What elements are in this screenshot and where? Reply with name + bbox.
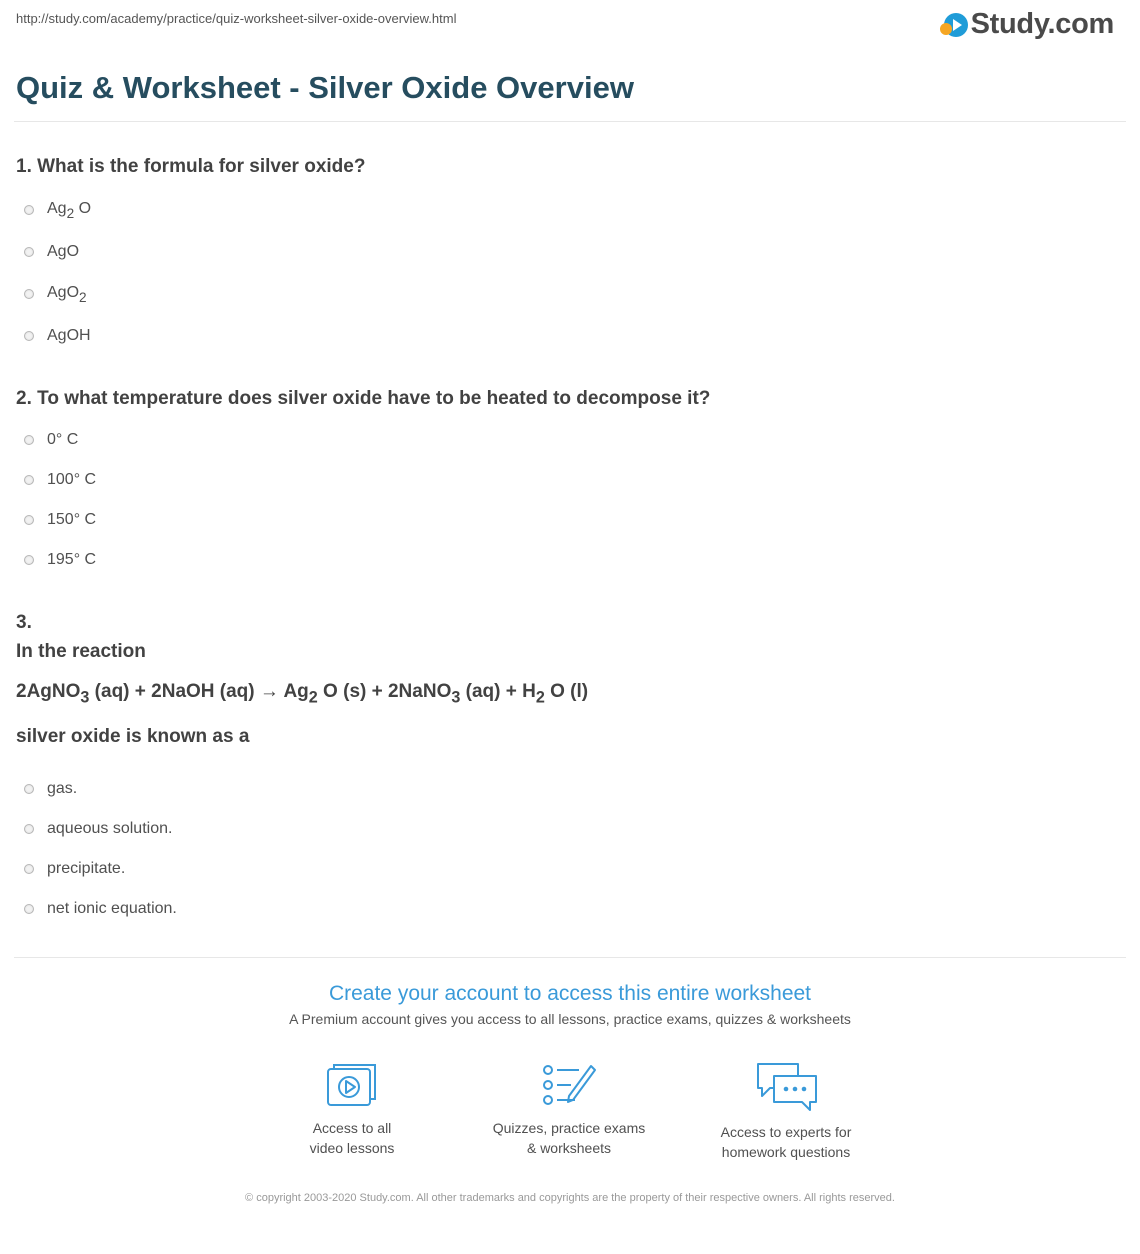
option-label: 195° C <box>47 551 97 568</box>
radio-button[interactable] <box>24 824 34 834</box>
radio-button[interactable] <box>24 331 34 341</box>
radio-button[interactable] <box>24 555 34 565</box>
feature-quizzes <box>469 1062 669 1158</box>
q1-option-3[interactable] <box>24 284 87 305</box>
feature-experts <box>686 1062 886 1162</box>
q1-option-1[interactable] <box>24 200 91 221</box>
url-bar[interactable]: http://study.com/academy/practice/quiz-worksheet-silver-oxide-overview.html <box>16 11 457 26</box>
radio-button[interactable] <box>24 904 34 914</box>
question-3-intro: In the reaction <box>16 641 146 662</box>
q2-option-3[interactable] <box>24 511 96 529</box>
feature-line-1: Access to experts for <box>720 1124 852 1140</box>
option-label: net ionic equation. <box>47 900 177 917</box>
feature-line-1: Access to all <box>312 1120 392 1136</box>
q3-option-1[interactable] <box>24 780 77 798</box>
radio-button[interactable] <box>24 475 34 485</box>
video-lessons-icon <box>326 1062 378 1108</box>
feature-line-2: & worksheets <box>526 1140 612 1156</box>
option-label: gas. <box>47 780 78 797</box>
option-label: precipitate. <box>47 860 126 877</box>
option-label: $Ag_2$ O <box>47 200 92 221</box>
radio-button[interactable] <box>24 247 34 257</box>
create-account-link[interactable]: Create your account to access this entire worksheet <box>328 982 812 1005</box>
radio-button[interactable] <box>24 515 34 525</box>
question-1-text: 1. What is the formula for silver oxide? <box>16 156 366 177</box>
option-label: aqueous solution. <box>47 820 173 837</box>
q1-option-2[interactable] <box>24 243 79 261</box>
section-divider <box>14 957 1126 958</box>
q2-option-2[interactable] <box>24 471 96 489</box>
q2-option-1[interactable] <box>24 431 78 449</box>
quiz-checklist-icon <box>541 1062 597 1108</box>
radio-button[interactable] <box>24 784 34 794</box>
question-3-equation: 2AgNO$_3$ (aq) + 2NaOH $(aq) \to Ag_2$ O (s) + 2NaNO$_3$ $(aq) + H_2$ O (l) <box>16 681 589 707</box>
feature-line-1: Quizzes, practice exams <box>492 1120 646 1136</box>
feature-line-2: homework questions <box>721 1144 851 1160</box>
feature-line-2: video lessons <box>309 1140 395 1156</box>
brand-name: Study.com <box>970 8 1114 40</box>
question-3-number: 3. <box>16 612 32 633</box>
option-label: AgOH <box>47 327 91 344</box>
option-label: 150° C <box>47 511 97 528</box>
feature-video-lessons <box>252 1062 452 1158</box>
option-label: AgO$_2$ <box>47 284 87 305</box>
option-label: 0° C <box>47 431 79 448</box>
study-logo[interactable] <box>944 8 1114 41</box>
premium-description: A Premium account gives you access to all lessons, practice exams, quizzes & worksheets <box>289 1011 851 1027</box>
copyright-notice: © copyright 2003-2020 Study.com. All other trademarks and copyrights are the property of their respective owners. All rights reserved. <box>245 1192 895 1204</box>
title-divider <box>14 121 1126 122</box>
expert-chat-icon <box>754 1062 818 1112</box>
radio-button[interactable] <box>24 864 34 874</box>
play-logo-icon <box>944 13 968 37</box>
q2-option-4[interactable] <box>24 551 96 569</box>
option-label: AgO <box>47 243 80 260</box>
q1-option-4[interactable] <box>24 327 91 345</box>
question-2-text: 2. To what temperature does silver oxide have to be heated to decompose it? <box>16 388 711 409</box>
page-title: Quiz & Worksheet - Silver Oxide Overview <box>16 70 634 105</box>
question-3-prompt: silver oxide is known as a <box>16 726 250 747</box>
q3-option-3[interactable] <box>24 860 125 878</box>
radio-button[interactable] <box>24 435 34 445</box>
option-label: 100° C <box>47 471 97 488</box>
radio-button[interactable] <box>24 289 34 299</box>
q3-option-4[interactable] <box>24 900 177 918</box>
radio-button[interactable] <box>24 205 34 215</box>
q3-option-2[interactable] <box>24 820 172 838</box>
